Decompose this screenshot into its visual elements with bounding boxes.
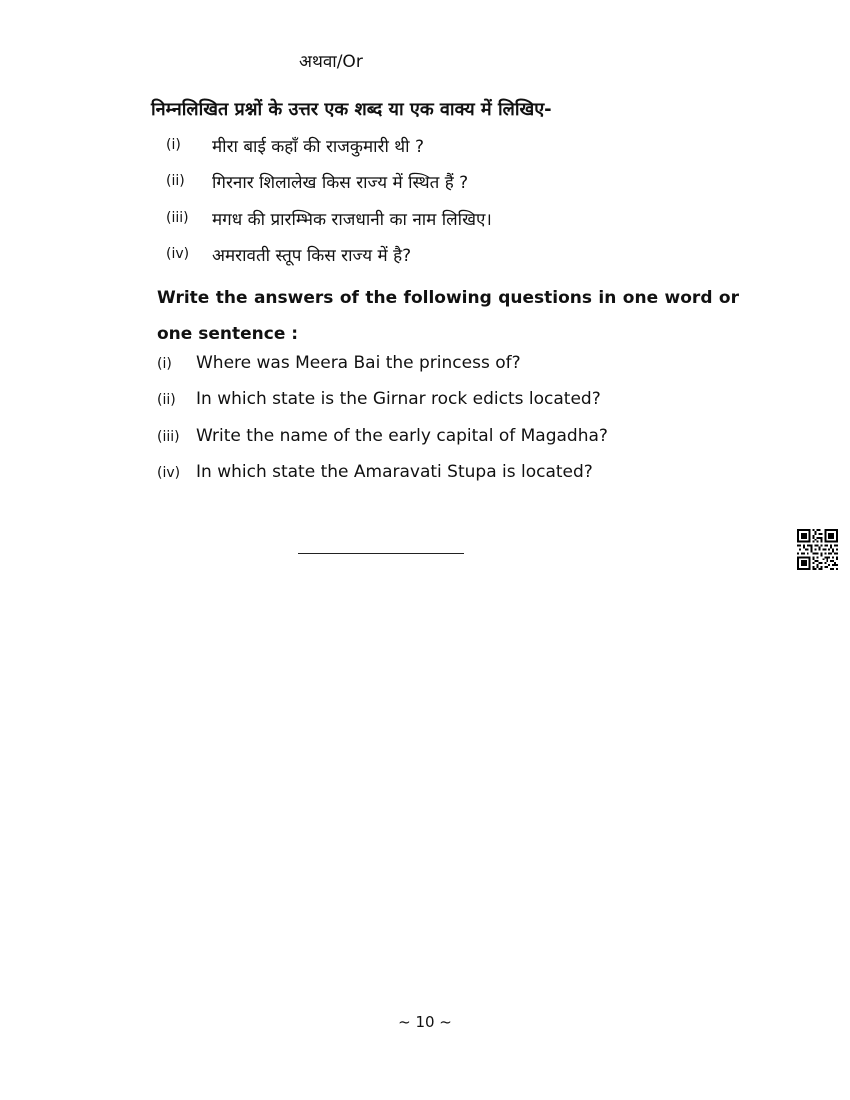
question-text: Where was Meera Bai the princess of?	[196, 353, 521, 373]
question-number: (iv)	[157, 465, 181, 481]
english-instruction-heading: Write the answers of the following questions in one word or one sentence :	[157, 288, 739, 344]
question-number: (iii)	[157, 429, 180, 445]
or-label: अथवा/Or	[299, 52, 363, 72]
question-text: मीरा बाई कहाँ की राजकुमारी थी ?	[212, 137, 424, 157]
question-number: (ii)	[157, 392, 176, 408]
question-number: (iv)	[166, 246, 190, 262]
hindi-instruction-heading: निम्नलिखित प्रश्नों के उत्तर एक शब्द या एक वाक्य में लिखिए-	[151, 99, 552, 120]
question-text: मगध की प्रारम्भिक राजधानी का नाम लिखिए।	[212, 210, 492, 230]
qr-code-icon	[797, 529, 838, 570]
question-number: (i)	[157, 356, 172, 372]
question-text: गिरनार शिलालेख किस राज्य में स्थित हैं ?	[212, 173, 469, 193]
question-number: (i)	[166, 137, 181, 153]
question-text: Write the name of the early capital of Magadha?	[196, 426, 608, 446]
page-number: ~ 10 ~	[398, 1013, 452, 1031]
question-number: (iii)	[166, 210, 189, 226]
question-text: In which state the Amaravati Stupa is located?	[196, 462, 593, 482]
question-text: In which state is the Girnar rock edicts located?	[196, 389, 601, 409]
question-number: (ii)	[166, 173, 185, 189]
section-end-rule	[298, 553, 464, 554]
question-text: अमरावती स्तूप किस राज्य में है?	[212, 246, 412, 266]
